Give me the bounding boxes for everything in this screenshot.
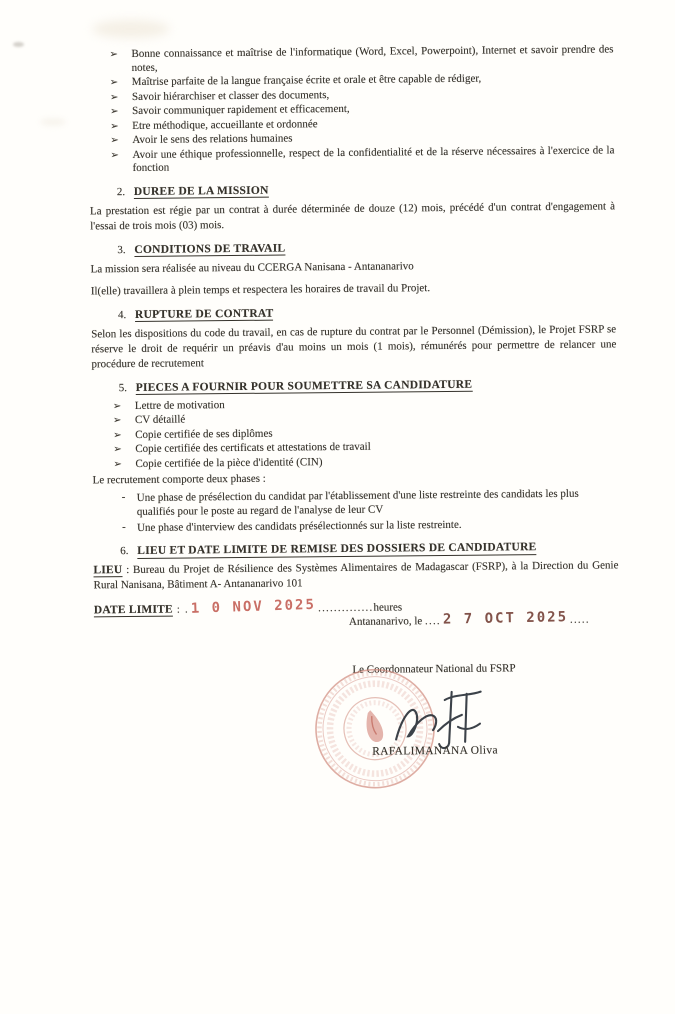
dotted-leader: .... bbox=[424, 615, 441, 628]
bullet-text: Copie certifiée de la pièce d'identité (CIN) bbox=[135, 455, 323, 470]
section-title: DUREE DE LA MISSION bbox=[133, 184, 269, 198]
signatory-title: Le Coordonnateur National du FSRP bbox=[352, 662, 516, 676]
dotted-leader: .............. bbox=[318, 601, 374, 615]
dotted-leader: : . bbox=[172, 603, 190, 616]
bullet-text: Avoir le sens des relations humaines bbox=[132, 132, 293, 146]
section-title: LIEU ET DATE LIMITE DE REMISE DES DOSSIERS DE CANDIDATURE bbox=[137, 541, 537, 557]
paragraph: Il(elle) travaillera à plein temps et respectera les horaires de travail du Projet. bbox=[90, 281, 431, 297]
bullet-text: Une phase de présélection du candidat par l'établissement d'une liste restreinte des candidats les plus qualifiés pour le poste au regard de l'analyse de leur CV bbox=[136, 487, 579, 518]
list-item bbox=[93, 516, 618, 535]
paragraph: La mission sera réalisée au niveau du CCERGA Nanisana - Antananarivo bbox=[90, 259, 414, 275]
bullet-text: Lettre de motivation bbox=[134, 398, 225, 412]
arrow-bullet-icon: ➢ bbox=[109, 49, 118, 61]
bullet-text: Copie certifiée de ses diplômes bbox=[135, 427, 273, 441]
paragraph: Le recrutement comporte deux phases : bbox=[92, 472, 266, 487]
place-text: Antananarivo, le bbox=[348, 615, 423, 628]
dotted-leader: ..... bbox=[569, 613, 590, 626]
section-title: PIECES A FOURNIR POUR SOUMETTRE SA CANDIDATURE bbox=[135, 378, 473, 394]
deadline-date-stamp: 1 0 NOV 2025 bbox=[190, 596, 317, 617]
section-heading-duree-mission bbox=[90, 180, 615, 200]
arrow-bullet-icon: ➢ bbox=[113, 444, 122, 456]
section-title: RUPTURE DE CONTRAT bbox=[134, 307, 274, 321]
bullet-text: Une phase d'interview des candidats présélectionnés sur la liste restreinte. bbox=[137, 518, 462, 534]
arrow-bullet-icon: ➢ bbox=[109, 91, 119, 103]
section-number: 6. bbox=[120, 545, 129, 558]
section-heading-lieu-date-limite bbox=[93, 539, 618, 559]
phases-dash-list bbox=[93, 486, 618, 535]
arrow-bullet-icon: ➢ bbox=[113, 429, 122, 441]
bullet-text: Bonne connaissance et maîtrise de l'informatique (Word, Excel, Powerpoint), Internet et savoir prendre des notes, bbox=[131, 43, 614, 74]
lieu-paragraph bbox=[93, 558, 618, 593]
bullet-text: Savoir hiérarchiser et classer des documents, bbox=[131, 88, 330, 103]
dash-bullet-icon: - bbox=[121, 521, 126, 534]
signatory-name: RAFALIMANANA Oliva bbox=[372, 744, 498, 758]
arrow-bullet-icon: ➢ bbox=[113, 458, 122, 470]
arrow-bullet-icon: ➢ bbox=[112, 400, 122, 412]
bullet-text: Maîtrise parfaite de la langue française écrite et orale et être capable de rédiger, bbox=[131, 72, 482, 88]
bullet-text: Copie certifiée des certificats et attestations de travail bbox=[135, 440, 371, 455]
lieu-label: LIEU bbox=[93, 564, 123, 577]
bullet-text: Savoir communiquer rapidement et efficacement, bbox=[131, 102, 350, 117]
bullet-text: Avoir une éthique professionnelle, respect de la confidentialité et de la réserve nécessaires à l'exercice de la fonction bbox=[132, 143, 615, 174]
arrow-bullet-icon: ➢ bbox=[110, 135, 119, 147]
documents-bullet-list bbox=[92, 395, 618, 472]
section-number: 2. bbox=[116, 185, 126, 198]
competency-bullet-list bbox=[88, 43, 614, 176]
section-number: 4. bbox=[117, 308, 127, 321]
arrow-bullet-icon: ➢ bbox=[110, 149, 119, 161]
arrow-bullet-icon: ➢ bbox=[112, 415, 122, 427]
list-item bbox=[88, 43, 613, 75]
section-title: CONDITIONS DE TRAVAIL bbox=[134, 242, 286, 256]
arrow-bullet-icon: ➢ bbox=[110, 120, 119, 132]
bullet-text: Etre méthodique, accueillante et ordonnée bbox=[132, 117, 318, 132]
list-item bbox=[89, 144, 614, 176]
section-heading-conditions-travail bbox=[90, 238, 615, 258]
dash-bullet-icon: - bbox=[121, 491, 126, 504]
heures-text: heures bbox=[373, 601, 403, 614]
date-limite-line bbox=[94, 597, 619, 618]
section-number: 5. bbox=[118, 381, 128, 394]
official-round-stamp-icon bbox=[298, 652, 452, 806]
date-limite-label: DATE LIMITE bbox=[93, 603, 173, 617]
section-number: 3. bbox=[117, 243, 126, 256]
lieu-text: : Bureau du Projet de Résilience des Systèmes Alimentaires de Madagascar (FSRP), à la Direction du Genie Rural Nanisana, Bâtiment A- Antananarivo 101 bbox=[93, 559, 619, 592]
arrow-bullet-icon: ➢ bbox=[110, 106, 119, 118]
issue-date-stamp: 2 7 OCT 2025 bbox=[442, 609, 569, 628]
section-heading-pieces-a-fournir bbox=[92, 376, 617, 396]
signature-ink-icon bbox=[388, 685, 491, 756]
section-heading-rupture-contrat bbox=[91, 303, 616, 323]
paragraph: La prestation est régie par un contrat à durée déterminée de douze (12) mois, précédé d'un contrat d'engagement à l'essai de trois mois (03) mois. bbox=[89, 199, 616, 232]
list-item bbox=[93, 486, 618, 519]
bullet-text: CV détaillé bbox=[134, 413, 186, 426]
arrow-bullet-icon: ➢ bbox=[109, 77, 119, 89]
paragraph: Selon les dispositions du code du travail, en cas de rupture du contrat par le Personnel (Démission), le Projet FSRP se réserve le droit de requérir un préavis d'au moins un mois (1 mois), rémunérés pour permettre de relancer une procédure de recrutement bbox=[91, 322, 617, 370]
